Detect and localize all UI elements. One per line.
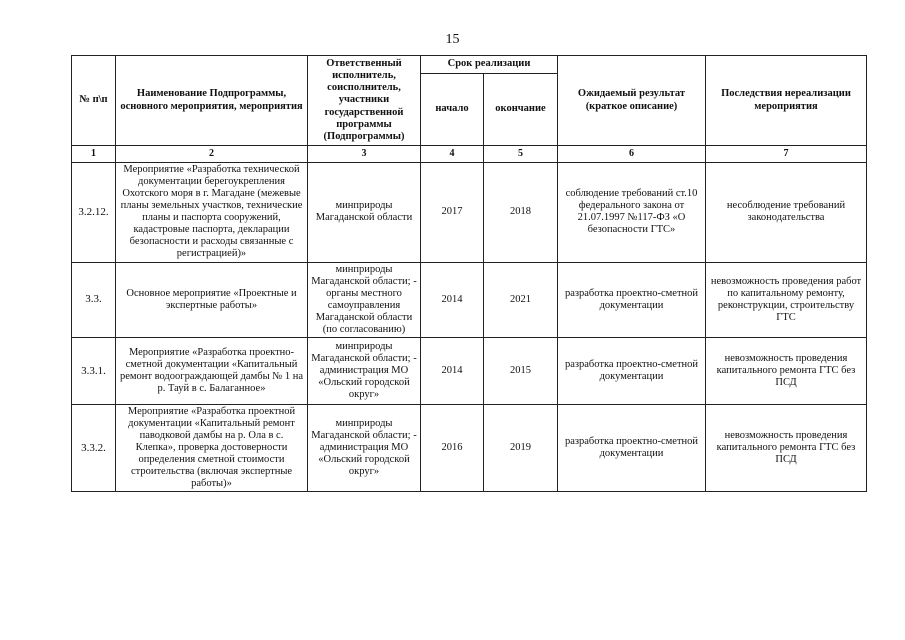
column-number: 3	[308, 146, 421, 163]
column-number: 2	[116, 146, 308, 163]
column-number: 1	[72, 146, 116, 163]
row-number: 3.2.12.	[72, 163, 116, 263]
table-row	[72, 337, 867, 404]
program-activities-table	[71, 55, 867, 492]
table-row	[72, 404, 867, 491]
column-number: 7	[706, 146, 867, 163]
row-end: 2018	[484, 163, 558, 263]
row-result: соблюдение требований ст.10 федерального закона от 21.07.1997 №117-ФЗ «О безопасности ГТС»	[558, 163, 706, 263]
row-start: 2016	[421, 404, 484, 491]
row-name: Мероприятие «Разработка проектной документации «Капитальный ремонт паводковой дамбы на р. Ола в с. Клепка», проверка достоверности определения сметной стоимости строительства (включая экспертные работы)»	[116, 404, 308, 491]
table-row	[72, 262, 867, 337]
header-consequence: Последствия нереализации мероприятия	[706, 56, 867, 146]
row-consequence: невозможность проведения капитального ремонта ГТС без ПСД	[706, 404, 867, 491]
column-numbers-row	[72, 146, 867, 163]
row-consequence: невозможность проведения работ по капитальному ремонту, реконструкции, строительству ГТС	[706, 262, 867, 337]
header-executor: Ответственный исполнитель, соисполнитель, участники государственной программы (Подпрограммы)	[308, 56, 421, 146]
header-period: Срок реализации	[421, 56, 558, 74]
row-consequence: несоблюдение требований законодательства	[706, 163, 867, 263]
row-name: Мероприятие «Разработка технической документации берегоукрепления Охотского моря в г. Магадане (межевые планы земельных участков, технические планы и паспорта сооружений, кадастровые паспорта, декларации безопасности и расходы связанные с регистрацией)»	[116, 163, 308, 263]
header-name: Наименование Подпрограммы, основного мероприятия, мероприятия	[116, 56, 308, 146]
row-name: Основное мероприятие «Проектные и экспертные работы»	[116, 262, 308, 337]
header-end: окончание	[484, 74, 558, 146]
row-start: 2014	[421, 262, 484, 337]
row-result: разработка проектно-сметной документации	[558, 404, 706, 491]
row-result: разработка проектно-сметной документации	[558, 262, 706, 337]
row-end: 2019	[484, 404, 558, 491]
column-number: 5	[484, 146, 558, 163]
row-end: 2015	[484, 337, 558, 404]
header-result: Ожидаемый результат (краткое описание)	[558, 56, 706, 146]
row-start: 2014	[421, 337, 484, 404]
row-executor: минприроды Магаданской области; - органы местного самоуправления Магаданской области (по согласованию)	[308, 262, 421, 337]
row-consequence: невозможность проведения капитального ремонта ГТС без ПСД	[706, 337, 867, 404]
page-number: 15	[445, 32, 460, 47]
row-executor: минприроды Магаданской области; - администрация МО «Ольский городской округ»	[308, 337, 421, 404]
header-start: начало	[421, 74, 484, 146]
row-number: 3.3.2.	[72, 404, 116, 491]
row-executor: минприроды Магаданской области	[308, 163, 421, 263]
row-start: 2017	[421, 163, 484, 263]
row-result: разработка проектно-сметной документации	[558, 337, 706, 404]
column-number: 4	[421, 146, 484, 163]
column-number: 6	[558, 146, 706, 163]
row-number: 3.3.	[72, 262, 116, 337]
row-number: 3.3.1.	[72, 337, 116, 404]
row-name: Мероприятие «Разработка проектно-сметной документации «Капитальный ремонт водоограждающей дамбы № 1 на р. Тауй в с. Балаганное»	[116, 337, 308, 404]
row-end: 2021	[484, 262, 558, 337]
header-num: № п\п	[72, 56, 116, 146]
row-executor: минприроды Магаданской области; - администрация МО «Ольский городской округ»	[308, 404, 421, 491]
table-row	[72, 163, 867, 263]
